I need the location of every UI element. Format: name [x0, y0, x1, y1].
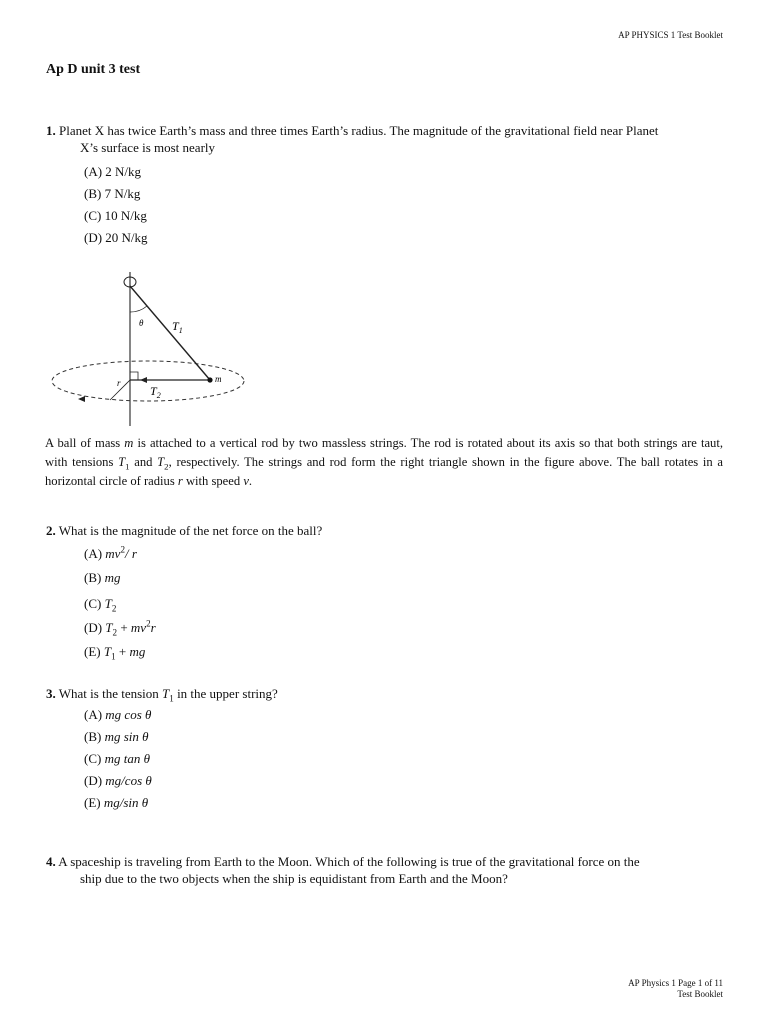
question-number: 4. [46, 854, 56, 869]
page-header: AP PHYSICS 1 Test Booklet [618, 30, 723, 40]
question-number: 1. [46, 123, 56, 138]
t2-label: $T_2$ [150, 384, 161, 400]
q3-option-a: (A) mg cos θ [84, 707, 152, 722]
page-footer [628, 978, 723, 1000]
theta-label: θ [139, 318, 144, 328]
question-1 [46, 122, 658, 156]
rotating-rod-figure [48, 268, 248, 433]
q1-option-b: (B) 7 N/kg [84, 186, 141, 201]
q2-option-e: (E) $T_1$ + mg [84, 644, 146, 662]
q1-option-a: (A) 2 N/kg [84, 164, 142, 179]
tension-arrow [140, 377, 147, 383]
upper-string [130, 286, 210, 380]
question-text-cont: ship due to the two objects when the ship is equidistant from Earth and the Moon? [80, 871, 508, 886]
t1-label: $T_1$ [172, 319, 183, 335]
q1-option-c: (C) 10 N/kg [84, 208, 147, 223]
q3-option-e: (E) mg/sin θ [84, 795, 149, 810]
theta-arc [130, 306, 147, 312]
question-3: 3. What is the tension $T_1$ in the upper string? [46, 686, 278, 704]
r-label: r [117, 378, 121, 388]
question-number: 2. [46, 523, 56, 538]
question-2 [46, 522, 322, 539]
question-text: Planet X has twice Earth’s mass and three times Earth’s radius. The magnitude of the gravitational field near Planet [59, 123, 659, 138]
q2-option-c: (C) $T_2$ [84, 596, 117, 614]
question-text: What is the magnitude of the net force on the ball? [58, 523, 323, 538]
question-4 [46, 853, 640, 887]
document-title: Ap D unit 3 test [46, 62, 141, 77]
m-label: m [215, 374, 222, 384]
footer-page-info: AP Physics 1 Page 1 of 11 [628, 978, 723, 988]
q3-option-b: (B) mg sin θ [84, 729, 149, 744]
right-angle-marker [130, 372, 138, 380]
q2-option-a: (A) $mv^2/$ r [84, 544, 137, 561]
q2-option-b: (B) mg [84, 570, 121, 585]
question-text-cont: X’s surface is most nearly [80, 140, 216, 155]
motion-arrow [78, 396, 85, 402]
question-text: A spaceship is traveling from Earth to the Moon. Which of the following is true of the gravitational force on the [58, 854, 640, 869]
ball [207, 377, 212, 382]
q3-option-c: (C) mg tan θ [84, 751, 150, 766]
q3-option-d: (D) mg/cos θ [84, 773, 152, 788]
question-number: 3. [46, 686, 56, 701]
passage-text: A ball of mass m is attached to a vertical rod by two massless strings. The rod is rotated about its axis so that both strings are taut, with tensions $T_1$ and $T_2$, respectively. The strings and rod form the right triangle shown in the figure above. The ball rotates in a horizontal circle of radius r with speed v. [45, 436, 724, 488]
q2-option-d: (D) $T_2 + mv^2r$ [84, 618, 156, 638]
q1-option-d: (D) 20 N/kg [84, 230, 148, 245]
footer-booklet: Test Booklet [677, 989, 723, 999]
